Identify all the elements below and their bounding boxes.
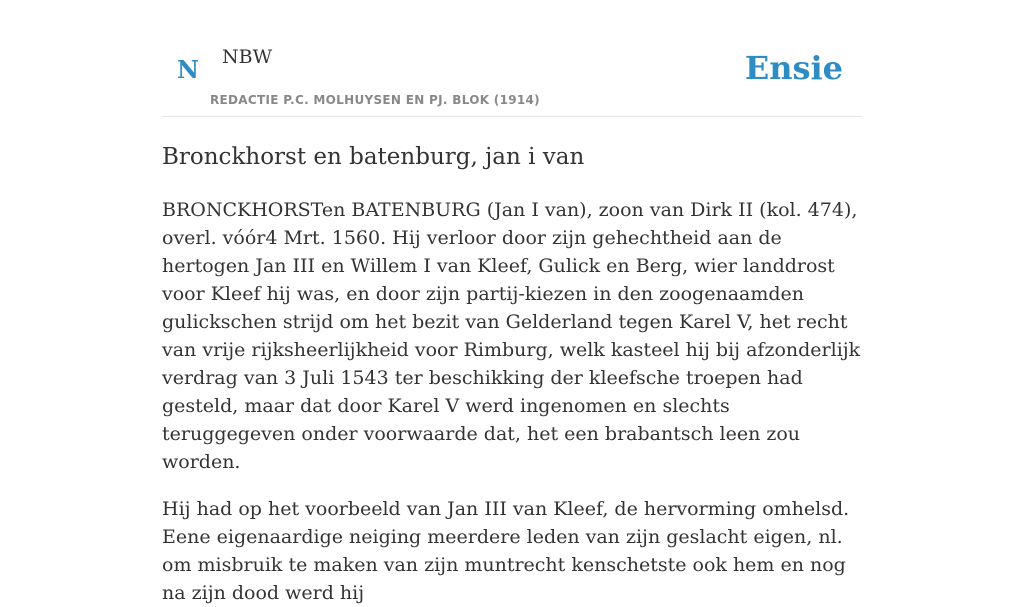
source-logo[interactable]: N — [177, 55, 199, 84]
source-header — [162, 0, 862, 117]
source-subtitle: REDACTIE P.C. MOLHUYSEN EN PJ. BLOK (1914) — [210, 93, 540, 107]
article-paragraph: Hij had op het voorbeeld van Jan III van Kleef, de hervorming omhelsd. Eene eigenaardige neiging meerdere leden van zijn geslacht eigen, nl. om misbruik te maken van zijn muntrecht kenschetste ook hem en nog na zijn dood werd hij — [162, 498, 850, 604]
ensie-logo[interactable]: Ensie — [744, 49, 843, 87]
page-container — [162, 0, 862, 607]
source-name[interactable]: NBW — [222, 46, 273, 68]
article-paragraph: BRONCKHORSTen BATENBURG (Jan I van), zoon van Dirk II (kol. 474), overl. vóór4 Mrt. 1560. Hij verloor door zijn gehechtheid aan de hertogen Jan III en Willem I van Kleef, Gulick en Berg, wier landdrost voor Kleef hij was, en door zijn partij-kiezen in den zoogenaamden gulickschen strijd om het bezit van Gelderland tegen Karel V, het recht van vrije rijksheerlijkheid voor Rimburg, welk kasteel hij bij afzonderlijk verdrag van 3 Juli 1543 ter beschikking der kleefsche troepen had gesteld, maar dat door Karel V werd ingenomen en slechts teruggegeven onder voorwaarde dat, het een brabantsch leen zou worden. — [162, 199, 861, 473]
article-title: Bronckhorst en batenburg, jan i van — [162, 144, 585, 170]
article — [162, 143, 862, 607]
